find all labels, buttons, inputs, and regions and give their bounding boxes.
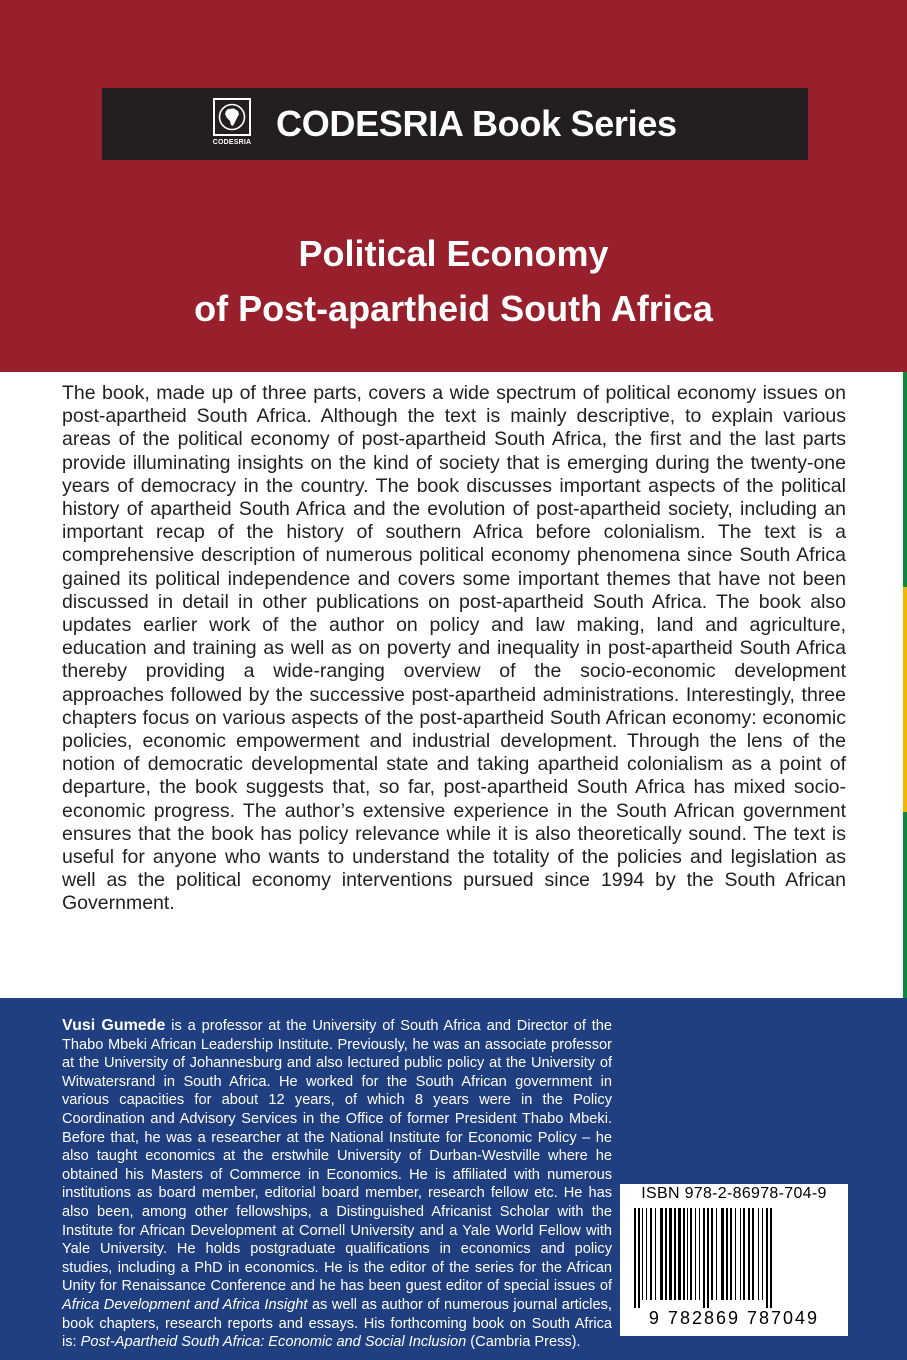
edge-stripe-yellow (903, 587, 907, 812)
series-title: CODESRIA Book Series (276, 103, 677, 144)
author-forthcoming-book: Post-Apartheid South Africa: Economic and Social Inclusion (80, 1334, 467, 1351)
africa-map-icon (213, 98, 251, 136)
top-band (0, 0, 907, 372)
book-description: The book, made up of three parts, covers a wide spectrum of political economy issues on post-apartheid South Africa. Although the text is mainly descriptive, to explain various areas of the political economy of post-apartheid South Africa, the first and the last parts provide illuminating insights on the kind of society that is emerging during the twenty-one years of democracy in the country. The book discusses important aspects of the political history of apartheid South Africa and the evolution of post-apartheid society, including an important recap of the history of southern Africa before colonialism. The text is a comprehensive description of numerous political economy phenomena since South Africa gained its political independence and covers some important themes that have not been discussed in detail in other publications on post-apartheid South Africa. The book also updates earlier work of the author on policy and law making, land and agriculture, education and training as well as on poverty and inequality in post-apartheid South Africa thereby providing a wide-ranging overview of the socio-economic development approaches followed by the successive post-apartheid administrations. Interestingly, three chapters focus on various aspects of the post-apartheid South African economy: economic policies, economic empowerment and industrial development. Through the lens of the notion of democratic developmental state and taking apartheid colonialism as a point of departure, the book suggests that, so far, post-apartheid South Africa has mixed socio-economic progress. The author’s extensive experience in the South African government ensures that the book has policy relevance while it is also theoretically sound. The text is useful for anyone who wants to understand the totality of the policies and legislation as well as the political economy interventions pursued since 1994 by the South African Government. (62, 382, 846, 915)
edge-stripe-green (903, 372, 907, 587)
barcode-digits: 9 782869 787049 (648, 1308, 820, 1328)
author-bio-main: is a professor at the University of South Africa and Director of the Thabo Mbeki African Leadership Institute. Previously, he was an associate professor at the University of Johannesburg and also lectured public policy at the University of Witwatersrand in South Africa. He worked for the South African government in various capacities for about 12 years, of which 8 years were in the Policy Coordination and Advisory Services in the Office of former President Thabo Mbeki. Before that, he was a researcher at the National Institute for Economic Policy – he also taught economics at the erstwhile University of Durban-Westville where he obtained his Masters of Commerce in Economics. He is affiliated with numerous institutions as board member, editorial board member, research fellow etc. He has also been, among other fellowships, a Distinguished Africanist Scholar with the Institute for African Development at Cornell University and a Yale World Fellow with Yale University. He holds postgraduate qualifications in economics and policy studies, including a PhD in economics. He is the editor of the series for the African Unity for Renaissance Conference and he has been guest editor of special issues of (62, 1018, 612, 1295)
author-name: Vusi Gumede (62, 1017, 166, 1034)
book-title-line2: of Post-apartheid South Africa (194, 288, 713, 329)
book-title-line1: Political Economy (298, 233, 609, 274)
series-banner (102, 88, 808, 160)
logo-label: CODESRIA (212, 139, 252, 146)
barcode (628, 1208, 840, 1308)
isbn-barcode-box (620, 1184, 848, 1336)
edge-stripe-green-2 (903, 812, 907, 998)
codesria-logo (209, 92, 255, 156)
author-bio-mid: as well as author of numerous journal articles, book chapters, research reports and essays. His forthcoming book on South Africa is: (62, 1296, 612, 1351)
author-bio-end: (Cambria Press). (466, 1334, 581, 1351)
author-bio-journals: Africa Development and Africa Insight (62, 1296, 308, 1313)
isbn-label: ISBN 978-2-86978-704-9 (641, 1185, 827, 1202)
book-title (0, 226, 907, 336)
